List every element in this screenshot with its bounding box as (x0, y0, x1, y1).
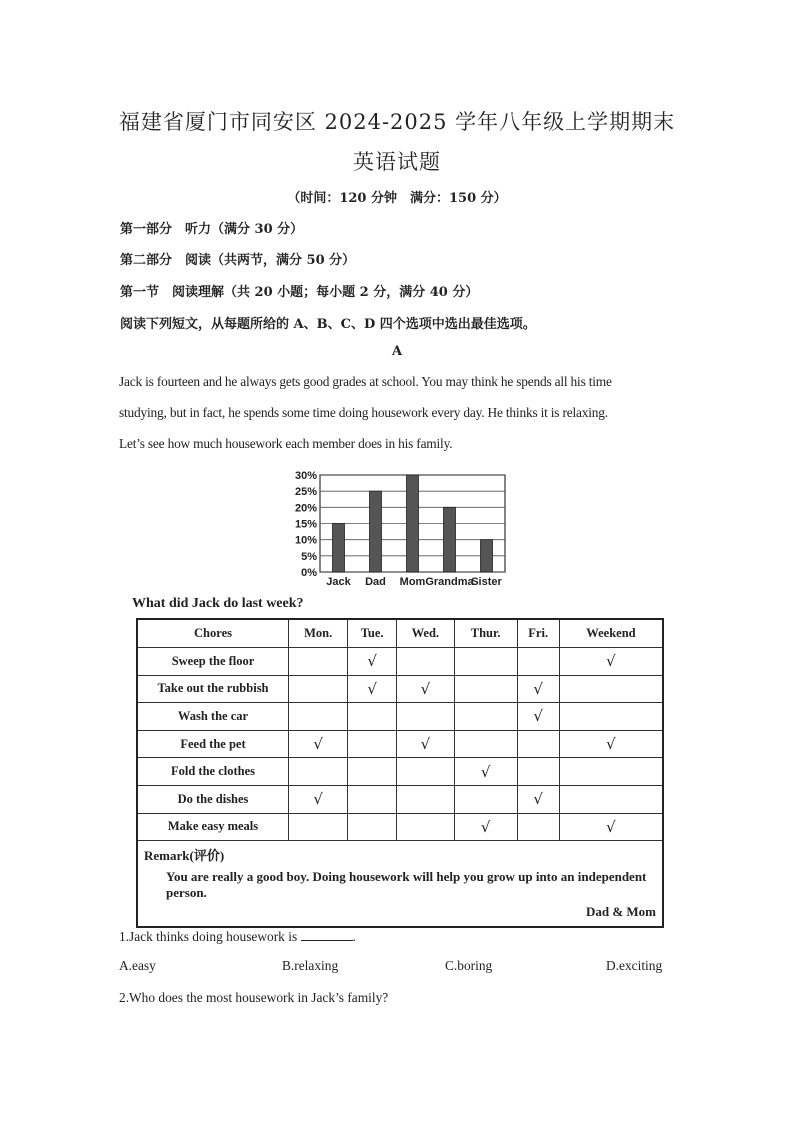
empty-cell (559, 675, 663, 703)
option-a: A.easy (119, 958, 156, 973)
check-mark: √ (289, 785, 348, 813)
chart-x-tick-label: Dad (365, 576, 386, 588)
part2-heading: 第二部分 阅读（共两节，满分 50 分） (120, 253, 356, 268)
check-mark: √ (454, 813, 517, 841)
passage-line-2: studying, but in fact, he spends some time doing housework every day. He thinks it is relaxing. (119, 405, 608, 420)
chore-name: Fold the clothes (137, 758, 289, 786)
chart-bar-dad (370, 491, 382, 572)
chores-table (136, 618, 664, 928)
empty-cell (348, 813, 397, 841)
document-subtitle: 英语试题 (353, 150, 441, 174)
question-1-text: 1.Jack thinks doing housework is (119, 929, 298, 944)
check-mark: √ (289, 730, 348, 758)
answer-blank (301, 928, 353, 941)
table-row (137, 813, 663, 841)
chart-y-tick-label: 0% (301, 567, 317, 579)
table-header-row (137, 619, 663, 648)
check-mark: √ (348, 675, 397, 703)
empty-cell (289, 758, 348, 786)
check-mark: √ (517, 675, 559, 703)
check-mark: √ (396, 675, 454, 703)
chart-x-tick-label: Mom (399, 576, 426, 588)
housework-bar-chart (280, 462, 520, 592)
check-mark: √ (396, 730, 454, 758)
chore-name: Wash the car (137, 703, 289, 731)
part1-heading: 第一部分 听力（满分 30 分） (120, 222, 304, 237)
chart-bar-grandma (444, 507, 456, 572)
table-row (137, 730, 663, 758)
check-mark: √ (517, 785, 559, 813)
empty-cell (396, 648, 454, 676)
empty-cell (517, 730, 559, 758)
check-mark: √ (517, 703, 559, 731)
remark-text: You are really a good boy. Doing housework will help you grow up into an independent person. (166, 869, 647, 901)
empty-cell (517, 758, 559, 786)
empty-cell (559, 703, 663, 731)
exam-time-info: （时间：120 分钟 满分：150 分） (287, 191, 507, 206)
empty-cell (454, 648, 517, 676)
chart-y-tick-label: 10% (294, 534, 317, 547)
chart-y-tick-label: 20% (294, 502, 317, 515)
empty-cell (348, 703, 397, 731)
empty-cell (396, 813, 454, 841)
empty-cell (289, 648, 348, 676)
table-row (137, 648, 663, 676)
section1-heading: 第一节 阅读理解（共 20 小题；每小题 2 分，满分 40 分） (120, 285, 479, 300)
chart-y-tick-label: 30% (294, 470, 317, 482)
empty-cell (559, 785, 663, 813)
table-title: What did Jack do last week? (132, 596, 304, 611)
document-title: 福建省厦门市同安区 2024-2025 学年八年级上学期期末 (118, 110, 676, 134)
question-2: 2.Who does the most housework in Jack’s family? (119, 990, 389, 1005)
table-header-cell: Fri. (517, 619, 559, 648)
table-row (137, 758, 663, 786)
empty-cell (289, 813, 348, 841)
remark-signature: Dad & Mom (585, 904, 656, 920)
empty-cell (289, 675, 348, 703)
table-header-cell: Tue. (348, 619, 397, 648)
empty-cell (517, 813, 559, 841)
option-c: C.boring (445, 958, 493, 973)
remark-row (137, 841, 663, 928)
chart-bar-mom (407, 475, 419, 572)
passage-line-3: Let’s see how much housework each member does in his family. (119, 436, 453, 451)
chore-name: Make easy meals (137, 813, 289, 841)
chart-x-tick-label: Grandma (425, 576, 474, 588)
chart-bar-sister (481, 540, 493, 572)
chore-name: Sweep the floor (137, 648, 289, 676)
chart-y-tick-label: 15% (294, 518, 317, 531)
option-b: B.relaxing (282, 958, 339, 973)
empty-cell (396, 758, 454, 786)
table-header-cell: Chores (137, 619, 289, 648)
empty-cell (454, 785, 517, 813)
empty-cell (396, 703, 454, 731)
empty-cell (517, 648, 559, 676)
chart-x-tick-label: Sister (471, 576, 502, 588)
question-1: 1.Jack thinks doing housework is . (119, 929, 356, 944)
passage-label: A (391, 344, 403, 359)
remark-cell (137, 841, 663, 928)
empty-cell (348, 758, 397, 786)
passage-line-1: Jack is fourteen and he always gets good grades at school. You may think he spends all his time (119, 374, 612, 389)
empty-cell (348, 730, 397, 758)
check-mark: √ (559, 648, 663, 676)
chart-y-tick-label: 5% (301, 550, 317, 563)
check-mark: √ (454, 758, 517, 786)
chore-name: Feed the pet (137, 730, 289, 758)
empty-cell (348, 785, 397, 813)
empty-cell (454, 730, 517, 758)
chart-x-tick-label: Jack (326, 576, 351, 588)
empty-cell (454, 703, 517, 731)
empty-cell (559, 758, 663, 786)
table-header-cell: Thur. (454, 619, 517, 648)
option-d: D.exciting (606, 958, 663, 973)
empty-cell (454, 675, 517, 703)
chore-name: Do the dishes (137, 785, 289, 813)
table-row (137, 703, 663, 731)
table-header-cell: Mon. (289, 619, 348, 648)
chart-y-tick-label: 25% (294, 486, 317, 499)
reading-instruction: 阅读下列短文，从每题所给的 A、B、C、D 四个选项中选出最佳选项。 (120, 317, 536, 332)
table-row (137, 785, 663, 813)
table-header-cell: Weekend (559, 619, 663, 648)
empty-cell (396, 785, 454, 813)
chart-bar-jack (333, 524, 345, 573)
table-header-cell: Wed. (396, 619, 454, 648)
empty-cell (289, 703, 348, 731)
check-mark: √ (559, 813, 663, 841)
check-mark: √ (348, 648, 397, 676)
check-mark: √ (559, 730, 663, 758)
table-row (137, 675, 663, 703)
remark-heading: Remark(评价) (144, 848, 225, 864)
chore-name: Take out the rubbish (137, 675, 289, 703)
